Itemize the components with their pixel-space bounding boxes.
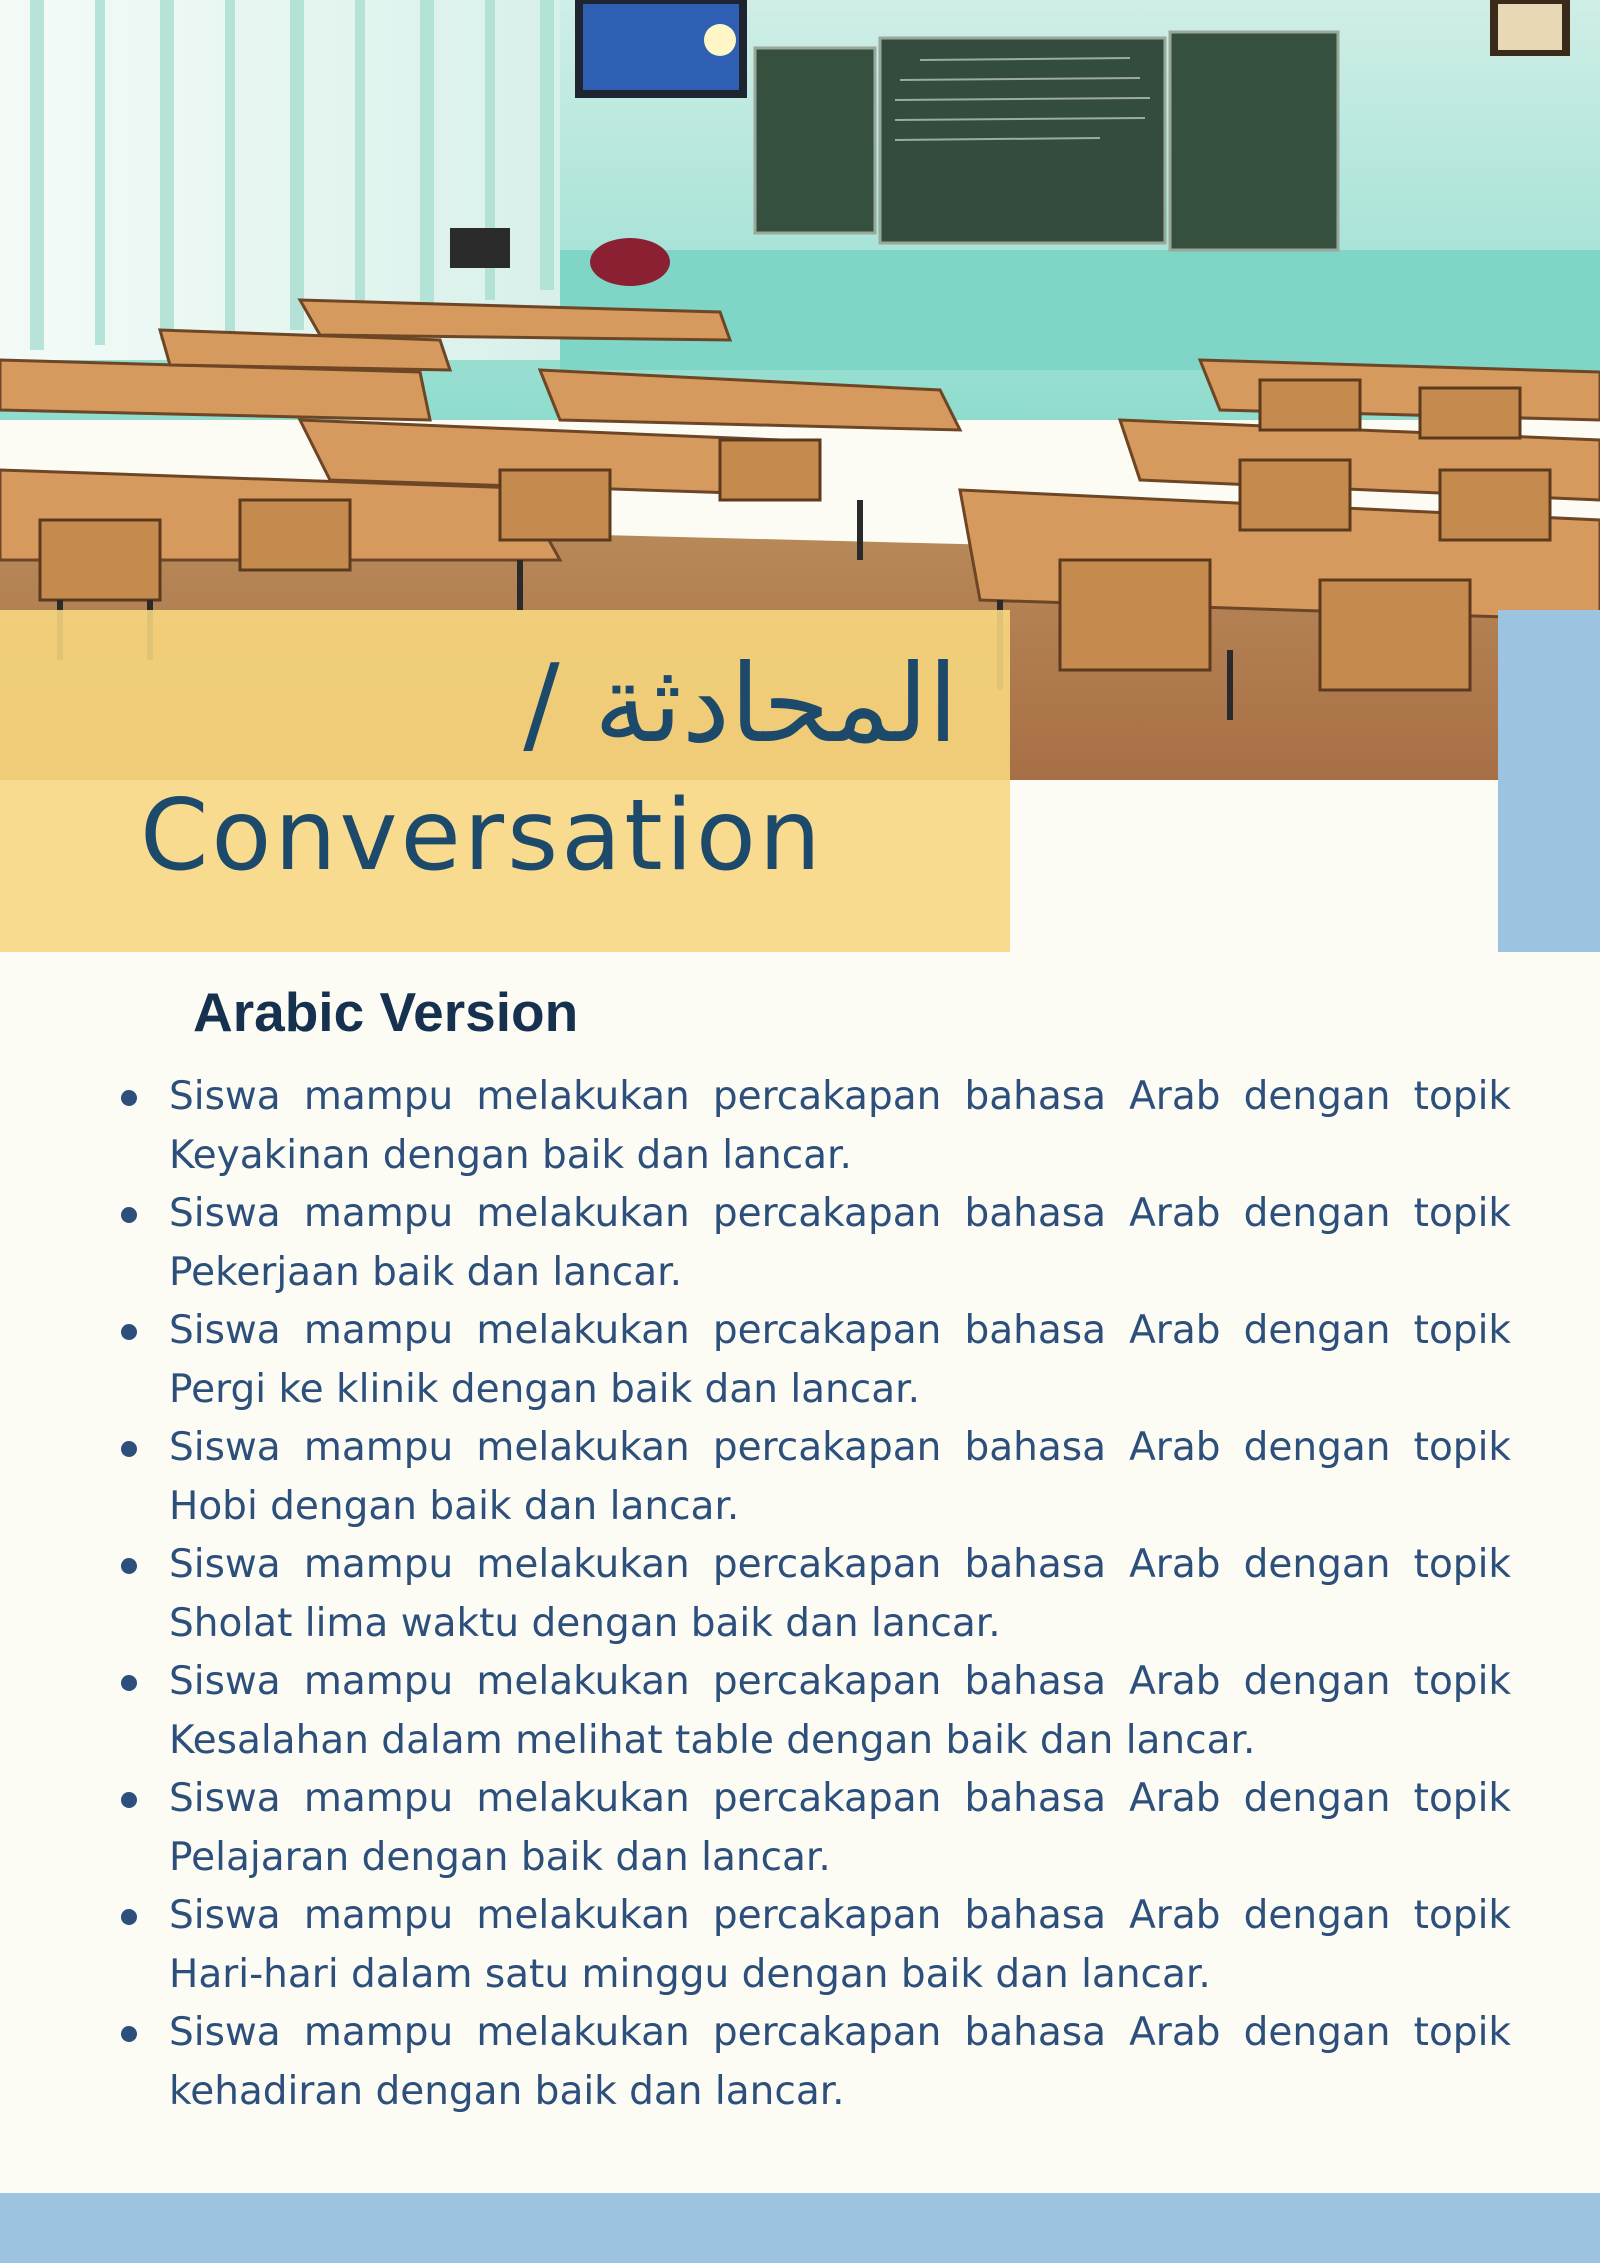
bullet-icon — [121, 1909, 137, 1925]
page-title-arabic: المحادثة / — [523, 642, 958, 767]
bullet-icon — [121, 1441, 137, 1457]
section-heading: Arabic Version — [193, 981, 579, 1043]
list-item — [113, 1653, 1511, 1770]
list-item — [113, 2004, 1511, 2121]
objective-text: Siswa mampu melakukan percakapan bahasa Arab dengan topik Hari-hari dalam satu minggu dengan baik dan lancar. — [169, 1893, 1511, 1997]
objective-text: Siswa mampu melakukan percakapan bahasa Arab dengan topik Pelajaran dengan baik dan lancar. — [169, 1776, 1511, 1880]
list-item — [113, 1185, 1511, 1302]
objective-text: Siswa mampu melakukan percakapan bahasa Arab dengan topik Pergi ke klinik dengan baik dan lancar. — [169, 1308, 1511, 1412]
bullet-icon — [121, 1324, 137, 1340]
blue-accent-block — [1498, 610, 1600, 952]
page-title-english: Conversation — [140, 779, 824, 893]
objective-text: Siswa mampu melakukan percakapan bahasa Arab dengan topik Kesalahan dalam melihat table dengan baik dan lancar. — [169, 1659, 1511, 1763]
objective-text: Siswa mampu melakukan percakapan bahasa Arab dengan topik Keyakinan dengan baik dan lancar. — [169, 1074, 1511, 1178]
list-item — [113, 1419, 1511, 1536]
bullet-icon — [121, 1090, 137, 1106]
objectives-list — [113, 1068, 1511, 2121]
footer-band — [0, 2193, 1600, 2263]
list-item — [113, 1302, 1511, 1419]
objective-text: Siswa mampu melakukan percakapan bahasa Arab dengan topik kehadiran dengan baik dan lancar. — [169, 2010, 1511, 2114]
bullet-icon — [121, 1792, 137, 1808]
list-item — [113, 1770, 1511, 1887]
objective-text: Siswa mampu melakukan percakapan bahasa Arab dengan topik Sholat lima waktu dengan baik dan lancar. — [169, 1542, 1511, 1646]
bullet-icon — [121, 1207, 137, 1223]
bullet-icon — [121, 1558, 137, 1574]
objective-text: Siswa mampu melakukan percakapan bahasa Arab dengan topik Pekerjaan baik dan lancar. — [169, 1191, 1511, 1295]
bullet-icon — [121, 2026, 137, 2042]
bullet-icon — [121, 1675, 137, 1691]
objective-text: Siswa mampu melakukan percakapan bahasa Arab dengan topik Hobi dengan baik dan lancar. — [169, 1425, 1511, 1529]
list-item — [113, 1068, 1511, 1185]
list-item — [113, 1887, 1511, 2004]
list-item — [113, 1536, 1511, 1653]
title-banner — [0, 610, 1010, 952]
